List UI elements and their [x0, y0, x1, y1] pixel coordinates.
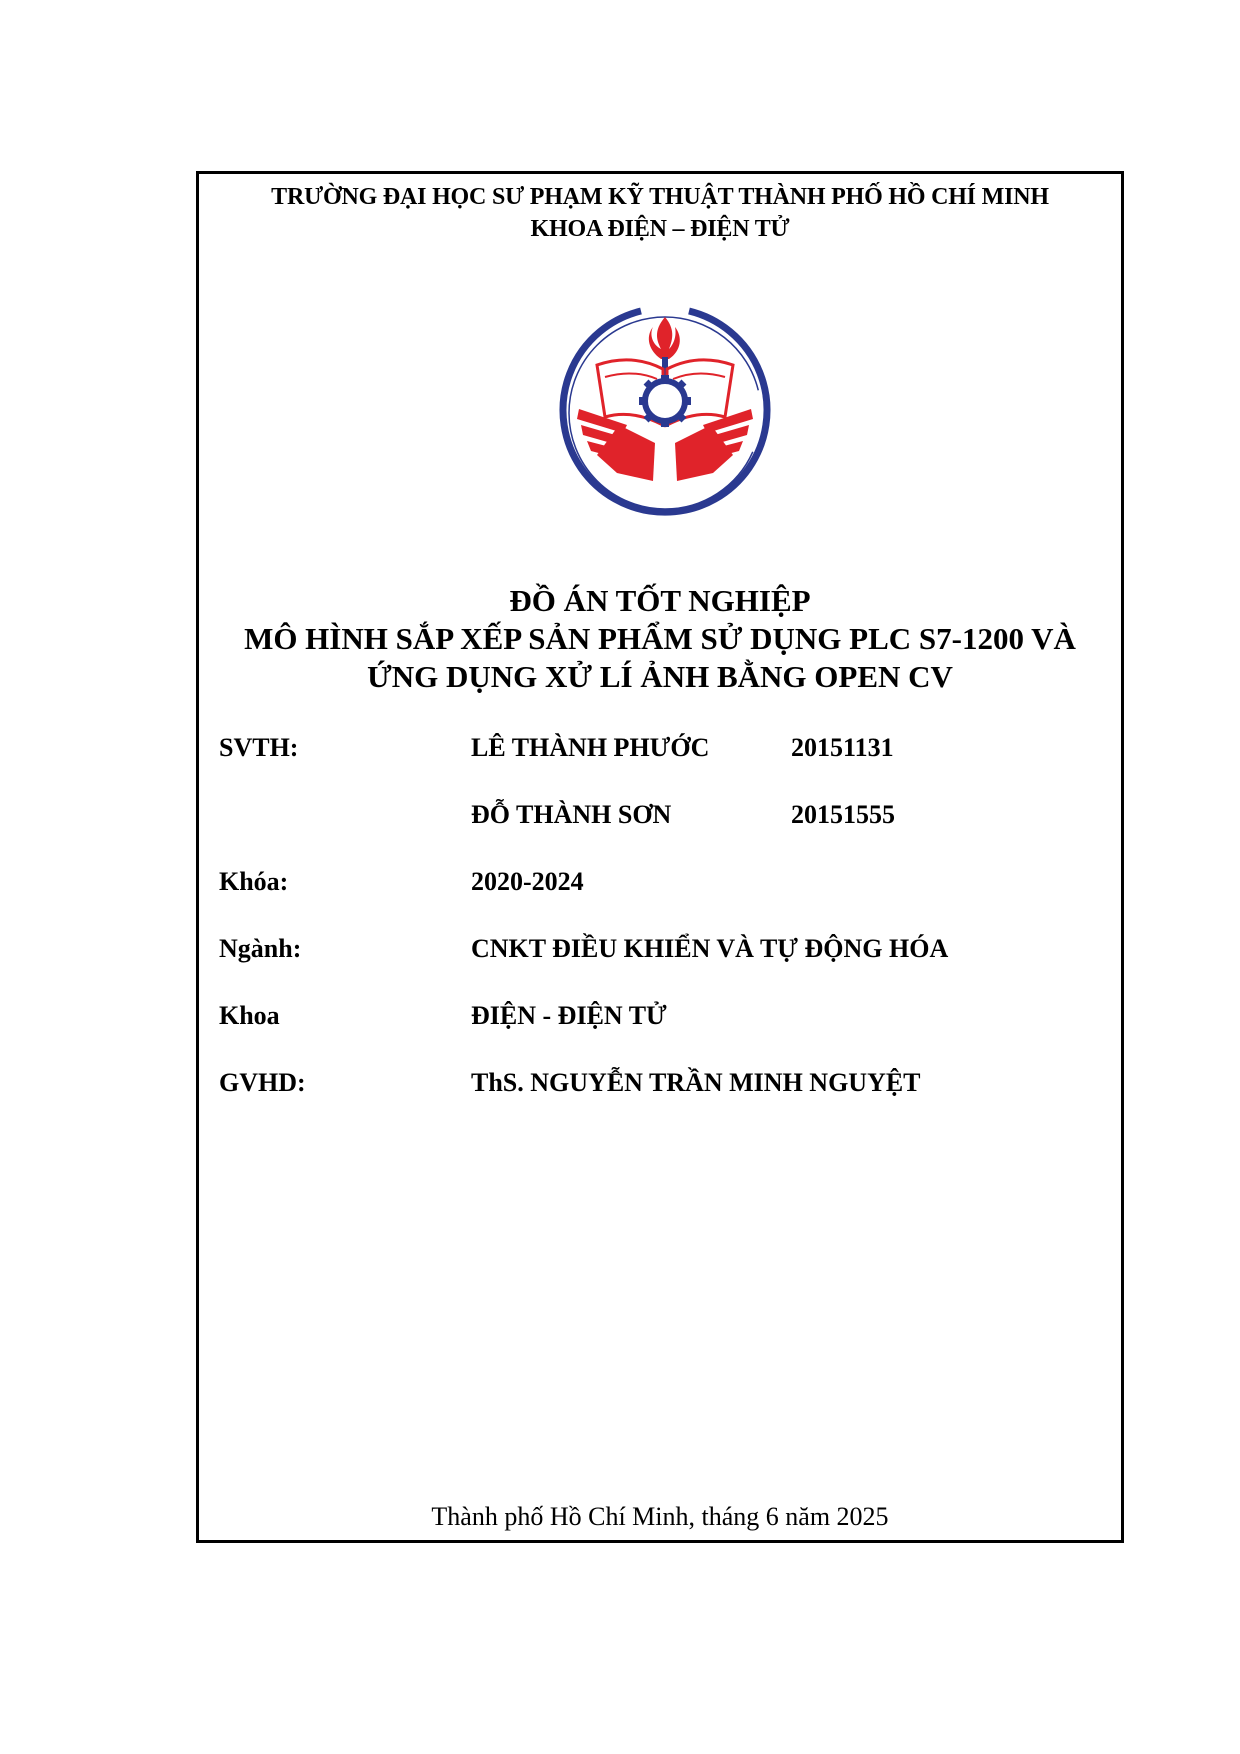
course-label: Khóa:: [219, 867, 289, 896]
university-logo-icon: [557, 305, 773, 521]
supervisor-value: ThS. NGUYỄN TRẦN MINH NGUYỆT: [471, 1068, 921, 1097]
supervisor-label: GVHD:: [219, 1068, 306, 1097]
cover-frame: [196, 171, 1124, 1543]
major-label: Ngành:: [219, 934, 302, 963]
student-id-2: 20151555: [791, 800, 895, 829]
major-value: CNKT ĐIỀU KHIỂN VÀ TỰ ĐỘNG HÓA: [471, 934, 949, 963]
department-label: Khoa: [219, 1001, 280, 1030]
department-value: ĐIỆN - ĐIỆN TỬ: [471, 1001, 667, 1030]
student-name-2: ĐỖ THÀNH SƠN: [471, 800, 672, 829]
svth-label: SVTH:: [219, 733, 299, 762]
faculty-name: KHOA ĐIỆN – ĐIỆN TỬ: [530, 216, 790, 242]
school-name: TRƯỜNG ĐẠI HỌC SƯ PHẠM KỸ THUẬT THÀNH PHỐ HỒ CHÍ MINH: [271, 184, 1049, 210]
thesis-title-line-1: MÔ HÌNH SẮP XẾP SẢN PHẨM SỬ DỤNG PLC S7-1200 VÀ: [244, 621, 1076, 656]
thesis-title-line-2: ỨNG DỤNG XỬ LÍ ẢNH BẰNG OPEN CV: [367, 659, 953, 694]
place-date: Thành phố Hồ Chí Minh, tháng 6 năm 2025: [431, 1502, 889, 1531]
student-name-1: LÊ THÀNH PHƯỚC: [471, 733, 710, 762]
student-id-1: 20151131: [791, 733, 894, 762]
document-type: ĐỒ ÁN TỐT NGHIỆP: [509, 583, 811, 618]
course-value: 2020-2024: [471, 867, 584, 896]
